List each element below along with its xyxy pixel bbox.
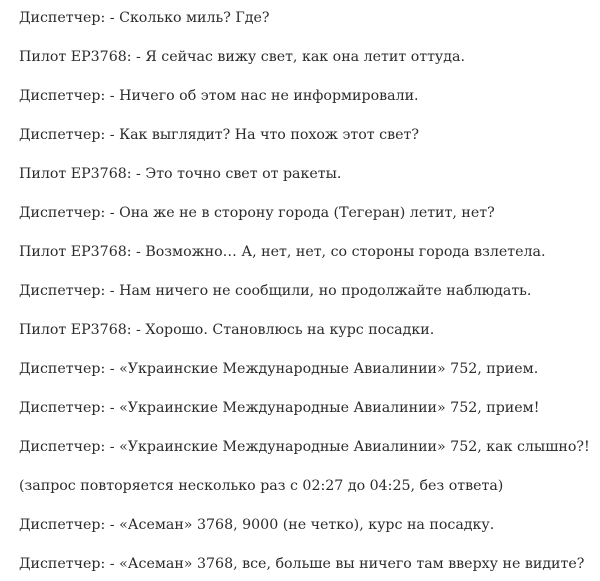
transcript-line: Диспетчер: - «Украинские Международные Авиалинии» 752, прием. — [19, 361, 539, 377]
transcript-line: Диспетчер: - «Асеман» 3768, все, больше вы ничего там вверху не видите? — [19, 556, 585, 572]
transcript-line: Диспетчер: - Нам ничего не сообщили, но продолжайте наблюдать. — [19, 283, 532, 299]
transcript-line: Диспетчер: - Сколько миль? Где? — [19, 10, 270, 26]
transcript-line: Пилот EP3768: - Я сейчас вижу свет, как она летит оттуда. — [19, 49, 465, 65]
transcript-line: Диспетчер: - «Асеман» 3768, 9000 (не четко), курс на посадку. — [19, 517, 495, 533]
transcript-line: Пилот EP3768: - Возможно… А, нет, нет, со стороны города взлетела. — [19, 244, 546, 260]
transcript-line: Диспетчер: - «Украинские Международные Авиалинии» 752, как слышно?! — [19, 439, 590, 455]
transcript-line: Пилот EP3768: - Это точно свет от ракеты. — [19, 166, 342, 182]
transcript-line: Диспетчер: - Как выглядит? На что похож этот свет? — [19, 127, 419, 143]
transcript-note: (запрос повторяется несколько раз с 02:27 до 04:25, без ответа) — [19, 478, 504, 494]
transcript-line: Диспетчер: - Ничего об этом нас не информировали. — [19, 88, 419, 104]
transcript-line: Диспетчер: - Она же не в сторону города (Тегеран) летит, нет? — [19, 205, 495, 221]
transcript-line: Диспетчер: - «Украинские Международные Авиалинии» 752, прием! — [19, 400, 540, 416]
transcript-line: Пилот EP3768: - Хорошо. Становлюсь на курс посадки. — [19, 322, 435, 338]
